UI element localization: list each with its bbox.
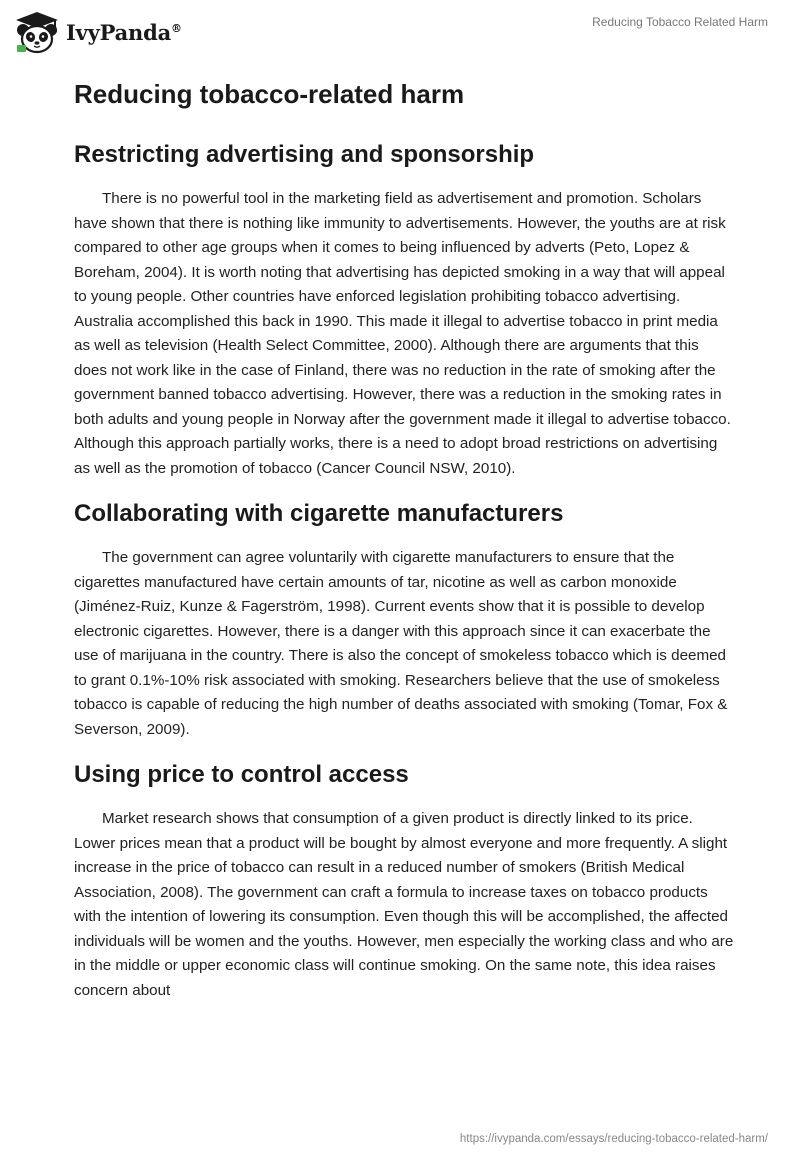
- panda-logo-icon: [14, 10, 60, 54]
- brand-name: IvyPanda®: [66, 19, 182, 45]
- source-url-link[interactable]: https://ivypanda.com/essays/reducing-tobacco-related-harm/: [459, 1133, 768, 1145]
- running-title: Reducing Tobacco Related Harm: [592, 15, 768, 29]
- page-header: [0, 0, 800, 70]
- section-heading: Using price to control access: [74, 761, 409, 788]
- section-paragraph: Market research shows that consumption of a given product is directly linked to its price. Lower prices mean that a product will be bought by almost everyone and more frequently. A slight increase in the price of tobacco can result in a reduced number of smokers (British Medical Association, 2008). The government can craft a formula to increase taxes on tobacco products with the intention of lowering its consumption. Even though this will be accomplished, the affected individuals will be women and the youths. However, men especially the working class and who are in the middle or upper economic class will continue smoking. On the same note, this idea raises concern about: [74, 810, 734, 999]
- section-paragraph: There is no powerful tool in the marketing field as advertisement and promotion. Scholars have shown that there is nothing like immunity to advertisements. However, the youths are at risk compared to other age groups when it comes to being influenced by adverts (Peto, Lopez & Boreham, 2004). It is worth noting that advertising has depicted smoking in a way that will appeal to young people. Other countries have enforced legislation prohibiting tobacco advertising. Australia accomplished this back in 1990. This made it illegal to advertise tobacco in print media as well as television (Health Select Committee, 2000). Although there are arguments that this does not work like in the case of Finland, there was no reduction in the rate of smoking after the government banned tobacco advertising. However, there was a reduction in the smoking rates in both adults and young people in Norway after the government made it illegal to advertise tobacco. Although this approach partially works, there is a need to adopt broad restrictions on advertising as well as the promotion of tobacco (Cancer Council NSW, 2010).: [74, 190, 731, 477]
- section-heading: Restricting advertising and sponsorship: [74, 141, 535, 168]
- section-paragraph: The government can agree voluntarily with cigarette manufacturers to ensure that the cigarettes manufactured have certain amounts of tar, nicotine as well as carbon monoxide (Jiménez-Ruiz, Kunze & Fagerström, 1998). Current events show that it is possible to develop electronic cigarettes. However, there is a danger with this approach since it can exacerbate the use of marijuana in the country. There is also the concept of smokeless tobacco which is deemed to grant 0.1%-10% risk associated with smoking. Researchers believe that the use of smokeless tobacco is capable of reducing the high number of deaths associated with smoking (Tomar, Fox & Severson, 2009).: [74, 549, 728, 738]
- document-body: [74, 70, 734, 1003]
- page-title: Reducing tobacco-related harm: [74, 79, 465, 109]
- section-heading: Collaborating with cigarette manufacturers: [74, 500, 564, 527]
- brand-logo[interactable]: [14, 10, 182, 54]
